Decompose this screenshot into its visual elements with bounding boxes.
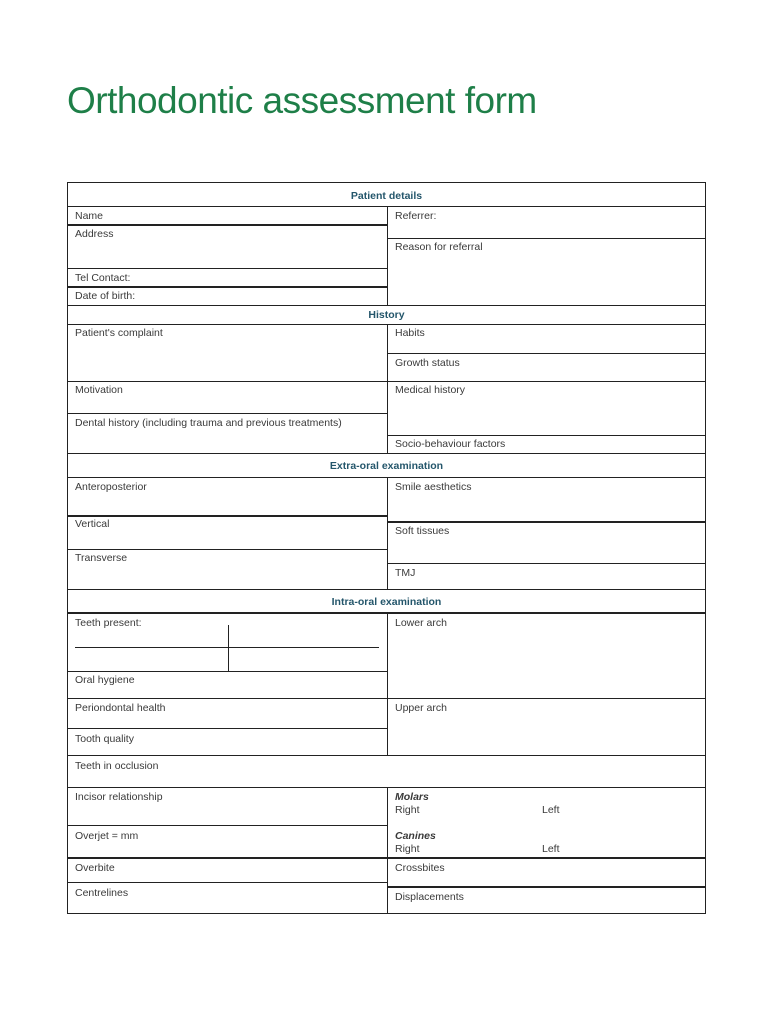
divider [67,589,706,590]
divider [387,521,706,523]
page-title: Orthodontic assessment form [67,80,537,121]
incisor-relationship-label: Incisor relationship [75,791,163,803]
anteroposterior-label: Anteroposterior [75,481,147,493]
tel-contact-label: Tel Contact: [75,272,131,284]
teeth-in-occlusion-label: Teeth in occlusion [75,760,159,772]
soft-tissues-label: Soft tissues [395,525,450,537]
dental-history-label: Dental history (including trauma and previous treatments) [75,417,342,429]
name-field-label: Name [75,210,104,222]
divider [387,238,706,239]
habits-label: Habits [395,327,425,339]
vertical-label: Vertical [75,518,110,530]
teeth-present-label: Teeth present: [75,617,142,629]
crossbites-label: Crossbites [395,862,445,874]
molars-left-label: Left [542,804,560,816]
reason-for-referral-label: Reason for referral [395,241,483,253]
divider [67,381,706,382]
divider [67,549,388,550]
transverse-label: Transverse [75,552,128,564]
medical-history-label: Medical history [395,384,466,396]
divider [387,353,706,354]
divider [67,268,388,269]
section-header-extra-oral: Extra-oral examination [329,460,444,472]
assessment-form-table [67,182,706,914]
patients-complaint-label: Patient's complaint [75,327,163,339]
column-divider [387,324,388,453]
molars-right-label: Right [395,804,420,816]
canines-left-label: Left [542,843,560,855]
column-divider [387,206,388,305]
divider [387,886,706,888]
divider [67,698,706,699]
divider [67,671,388,672]
column-divider [387,787,388,913]
divider [67,413,388,414]
overbite-label: Overbite [75,862,115,874]
lower-arch-label: Lower arch [395,617,447,629]
growth-status-label: Growth status [395,357,460,369]
oral-hygiene-label: Oral hygiene [75,674,135,686]
divider [67,305,706,306]
divider [67,825,388,826]
divider [67,857,706,859]
divider [387,563,706,564]
divider [67,728,388,729]
divider [67,515,388,517]
referrer-field-label: Referrer: [395,210,437,222]
column-divider [387,477,388,590]
address-field-label: Address [75,228,114,240]
displacements-label: Displacements [395,891,464,903]
molars-label: Molars [395,791,429,803]
column-divider [387,612,388,755]
canines-label: Canines [395,830,436,842]
periodontal-health-label: Periondontal health [75,702,166,714]
canines-right-label: Right [395,843,420,855]
centrelines-label: Centrelines [75,887,129,899]
teeth-grid-vertical-line [228,625,229,671]
divider [67,286,388,288]
upper-arch-label: Upper arch [395,702,447,714]
tmj-label: TMJ [395,567,416,579]
divider [67,755,706,756]
section-header-patient-details: Patient details [350,190,423,202]
socio-behaviour-factors-label: Socio-behaviour factors [395,438,506,450]
divider [387,435,706,436]
divider [67,453,706,454]
motivation-label: Motivation [75,384,123,396]
divider [67,882,388,883]
divider [67,224,388,226]
section-header-intra-oral: Intra-oral examination [331,596,442,608]
tooth-quality-label: Tooth quality [75,733,134,745]
section-header-history: History [368,309,405,321]
date-of-birth-label: Date of birth: [75,290,136,302]
smile-aesthetics-label: Smile aesthetics [395,481,472,493]
overjet-label: Overjet = mm [75,830,139,842]
teeth-grid-horizontal-line [75,647,379,648]
